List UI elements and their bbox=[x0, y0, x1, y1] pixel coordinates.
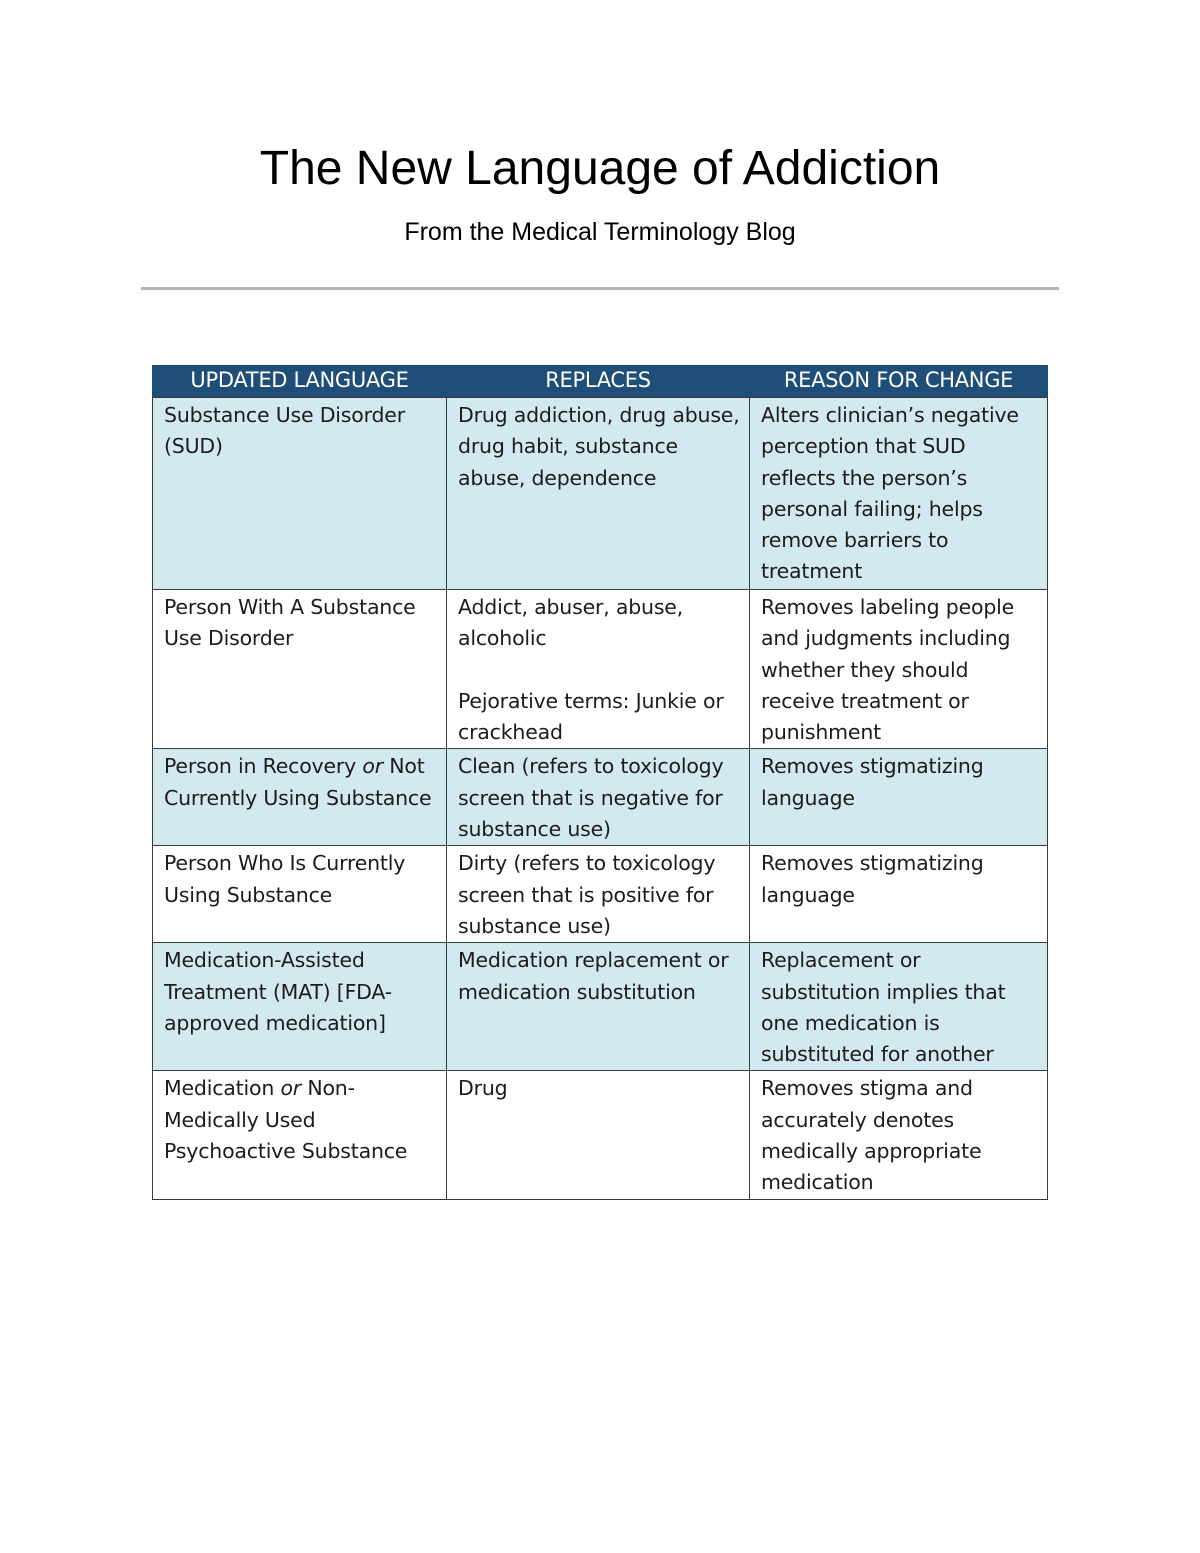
cell-replaces: Drug bbox=[447, 1071, 750, 1199]
cell-reason: Removes stigmatizing language bbox=[750, 846, 1048, 943]
cell-reason: Removes stigmatizing language bbox=[750, 749, 1048, 846]
cell-updated-language: Medication-Assisted Treatment (MAT) [FDA-approved medication] bbox=[153, 943, 447, 1071]
updated-text-part: Medication bbox=[164, 1076, 281, 1101]
page-subtitle: From the Medical Terminology Blog bbox=[404, 218, 796, 246]
header-replaces: REPLACES bbox=[447, 365, 750, 398]
table-row bbox=[153, 749, 1048, 846]
table-row bbox=[153, 846, 1048, 943]
page-title: The New Language of Addiction bbox=[259, 142, 941, 195]
cell-updated-language bbox=[153, 749, 447, 846]
cell-reason: Replacement or substitution implies that one medication is substituted for another bbox=[750, 943, 1048, 1071]
updated-text-part: Non-Medically Used Psychoactive Substance bbox=[164, 1076, 408, 1164]
updated-text-part: Person in Recovery bbox=[164, 754, 363, 779]
replaces-terms: Addict, abuser, abuse, alcoholic bbox=[458, 595, 684, 651]
cell-replaces bbox=[447, 590, 750, 749]
cell-reason: Removes stigma and accurately denotes medically appropriate medication bbox=[750, 1071, 1048, 1199]
cell-updated-language: Person Who Is Currently Using Substance bbox=[153, 846, 447, 943]
cell-reason: Removes labeling people and judgments including whether they should receive treatment or punishment bbox=[750, 590, 1048, 749]
updated-emphasis: or bbox=[362, 754, 383, 779]
horizontal-divider bbox=[141, 287, 1059, 290]
header-reason-for-change: REASON FOR CHANGE bbox=[750, 365, 1048, 398]
header-updated-language: UPDATED LANGUAGE bbox=[153, 365, 447, 398]
cell-replaces: Drug addiction, drug abuse, drug habit, substance abuse, dependence bbox=[447, 398, 750, 590]
cell-replaces: Medication replacement or medication substitution bbox=[447, 943, 750, 1071]
cell-replaces: Clean (refers to toxicology screen that is negative for substance use) bbox=[447, 749, 750, 846]
pejorative-terms-note: Pejorative terms: Junkie or crackhead bbox=[458, 688, 724, 744]
table-row bbox=[153, 590, 1048, 749]
table-row bbox=[153, 398, 1048, 590]
cell-replaces: Dirty (refers to toxicology screen that is positive for substance use) bbox=[447, 846, 750, 943]
updated-emphasis: or bbox=[280, 1076, 302, 1101]
terminology-table bbox=[152, 365, 1048, 1200]
table-row bbox=[153, 943, 1048, 1071]
table-header-row bbox=[153, 365, 1048, 398]
cell-reason: Alters clinician’s negative perception that SUD reflects the person’s personal failing; helps remove barriers to treatment bbox=[750, 398, 1048, 590]
updated-text-part: Not Currently Using Substance bbox=[164, 754, 432, 810]
cell-updated-language bbox=[153, 1071, 447, 1199]
cell-updated-language: Person With A Substance Use Disorder bbox=[153, 590, 447, 749]
table-row bbox=[153, 1071, 1048, 1199]
cell-updated-language: Substance Use Disorder (SUD) bbox=[153, 398, 447, 590]
